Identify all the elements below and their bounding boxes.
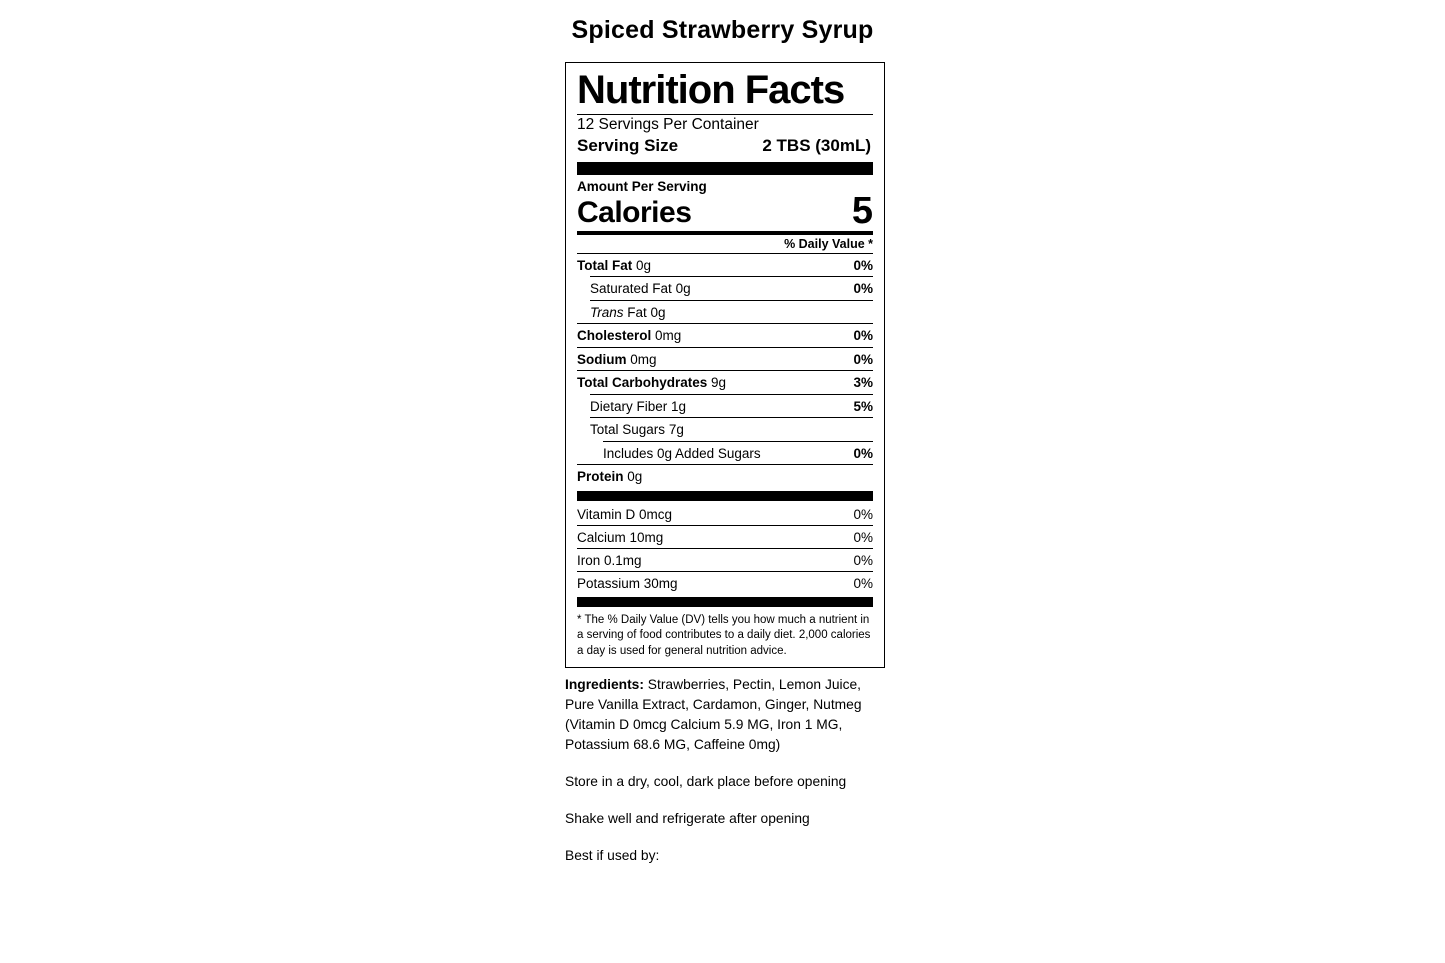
calories-label: Calories bbox=[577, 195, 692, 229]
nutrition-facts-heading: Nutrition Facts bbox=[577, 68, 845, 112]
nutrient-dv: 0% bbox=[853, 281, 873, 297]
nutrient-saturated-fat bbox=[590, 281, 691, 297]
nutrient-amount: 0g bbox=[636, 257, 652, 273]
nutrient-trans-fat bbox=[590, 305, 666, 321]
daily-value-footnote: * The % Daily Value (DV) tells you how much a nutrient in a serving of food contributes to a daily diet. 2,000 calories a day is used for general nutrition advice. bbox=[577, 613, 871, 657]
nutrient-label: Total Fat bbox=[577, 257, 633, 273]
table-row-trans-fat bbox=[577, 301, 873, 324]
divider-thick-footnote bbox=[577, 597, 873, 607]
table-row-cholesterol bbox=[577, 324, 873, 347]
serving-size-row bbox=[577, 136, 873, 158]
nutrient-label: Total Carbohydrates bbox=[577, 375, 708, 391]
nutrient-total-fat bbox=[577, 258, 651, 274]
nutrient-label: Cholesterol bbox=[577, 328, 652, 344]
nutrient-dv: 0% bbox=[853, 351, 873, 367]
vitamin-dv: 0% bbox=[853, 552, 873, 568]
nutrient-amount: 0mg bbox=[655, 328, 682, 344]
nutrient-dv: 0% bbox=[853, 257, 873, 273]
nutrient-total-sugars bbox=[590, 422, 684, 438]
vitamin-label: Iron 0.1mg bbox=[577, 552, 642, 568]
nutrient-protein bbox=[577, 469, 642, 485]
nutrient-total-carbohydrates bbox=[577, 375, 726, 391]
nutrient-label: Sodium bbox=[577, 351, 627, 367]
best-if-used-by: Best if used by: bbox=[565, 848, 660, 864]
nutrient-sodium bbox=[577, 352, 657, 368]
serving-size-label: Serving Size bbox=[577, 135, 679, 155]
vitamin-dv: 0% bbox=[853, 575, 873, 591]
shake-instructions: Shake well and refrigerate after opening bbox=[565, 811, 810, 827]
table-row-total-sugars bbox=[577, 418, 873, 441]
table-row-saturated-fat bbox=[577, 277, 873, 300]
nutrient-label: Protein bbox=[577, 469, 624, 485]
ingredients-paragraph bbox=[565, 668, 885, 755]
nutrient-amount: 0mg bbox=[630, 351, 657, 367]
nutrient-amount: 1g bbox=[671, 398, 687, 414]
nutrient-dv: 5% bbox=[853, 398, 873, 414]
nutrient-dv: 3% bbox=[853, 375, 873, 391]
table-row-dietary-fiber bbox=[577, 395, 873, 418]
nutrient-label: Dietary Fiber bbox=[590, 398, 668, 414]
nutrient-label: Saturated Fat bbox=[590, 281, 672, 297]
servings-per-container: 12 Servings Per Container bbox=[577, 116, 759, 134]
divider-thick-vitamins bbox=[577, 491, 873, 501]
table-row-total-fat bbox=[577, 254, 873, 277]
serving-size-value: 2 TBS (30mL) bbox=[762, 135, 871, 155]
label-supplemental-text bbox=[565, 668, 885, 866]
daily-value-header: % Daily Value * bbox=[784, 236, 873, 251]
table-row-vitamin-d bbox=[577, 503, 873, 525]
storage-instructions: Store in a dry, cool, dark place before opening bbox=[565, 774, 847, 790]
nutrient-amount: 7g bbox=[668, 422, 684, 438]
calories-value: 5 bbox=[851, 189, 873, 232]
nutrient-amount: 0g bbox=[675, 281, 691, 297]
nutrient-dv: 0% bbox=[853, 328, 873, 344]
table-row-calcium bbox=[577, 526, 873, 548]
nutrient-dietary-fiber bbox=[590, 399, 686, 415]
table-row-total-carbohydrates bbox=[577, 371, 873, 394]
table-row-iron bbox=[577, 549, 873, 571]
nutrient-amount: Fat 0g bbox=[627, 304, 666, 320]
amount-per-serving-label: Amount Per Serving bbox=[577, 178, 707, 194]
nutrient-amount: 9g bbox=[711, 375, 727, 391]
nutrition-label-container bbox=[565, 62, 885, 866]
vitamin-label: Vitamin D 0mcg bbox=[577, 506, 673, 522]
vitamin-dv: 0% bbox=[853, 506, 873, 522]
table-row-added-sugars bbox=[577, 442, 873, 465]
nutrient-label: Trans bbox=[590, 304, 624, 320]
nutrient-dv: 0% bbox=[853, 445, 873, 461]
vitamin-label: Calcium 10mg bbox=[577, 529, 664, 545]
nutrient-added-sugars: Includes 0g Added Sugars bbox=[603, 445, 761, 461]
page-title: Spiced Strawberry Syrup bbox=[571, 16, 874, 44]
ingredients-label: Ingredients: bbox=[565, 677, 644, 693]
table-row-sodium bbox=[577, 348, 873, 371]
divider-thick-top bbox=[577, 162, 873, 175]
calories-row bbox=[577, 189, 873, 232]
nutrient-cholesterol bbox=[577, 328, 681, 344]
vitamin-label: Potassium 30mg bbox=[577, 575, 678, 591]
nutrient-amount: 0g bbox=[627, 469, 643, 485]
nutrient-label: Total Sugars bbox=[590, 422, 666, 438]
table-row-protein bbox=[577, 465, 873, 488]
nutrition-facts-panel bbox=[565, 62, 885, 668]
table-row-potassium bbox=[577, 572, 873, 594]
vitamin-dv: 0% bbox=[853, 529, 873, 545]
ingredients-text: Strawberries, Pectin, Lemon Juice, Pure Vanilla Extract, Cardamon, Ginger, Nutmeg (Vitamin D 0mcg Calcium 5.9 MG, Iron 1 MG, Potassium 68.6 MG, Caffeine 0mg) bbox=[565, 677, 862, 753]
